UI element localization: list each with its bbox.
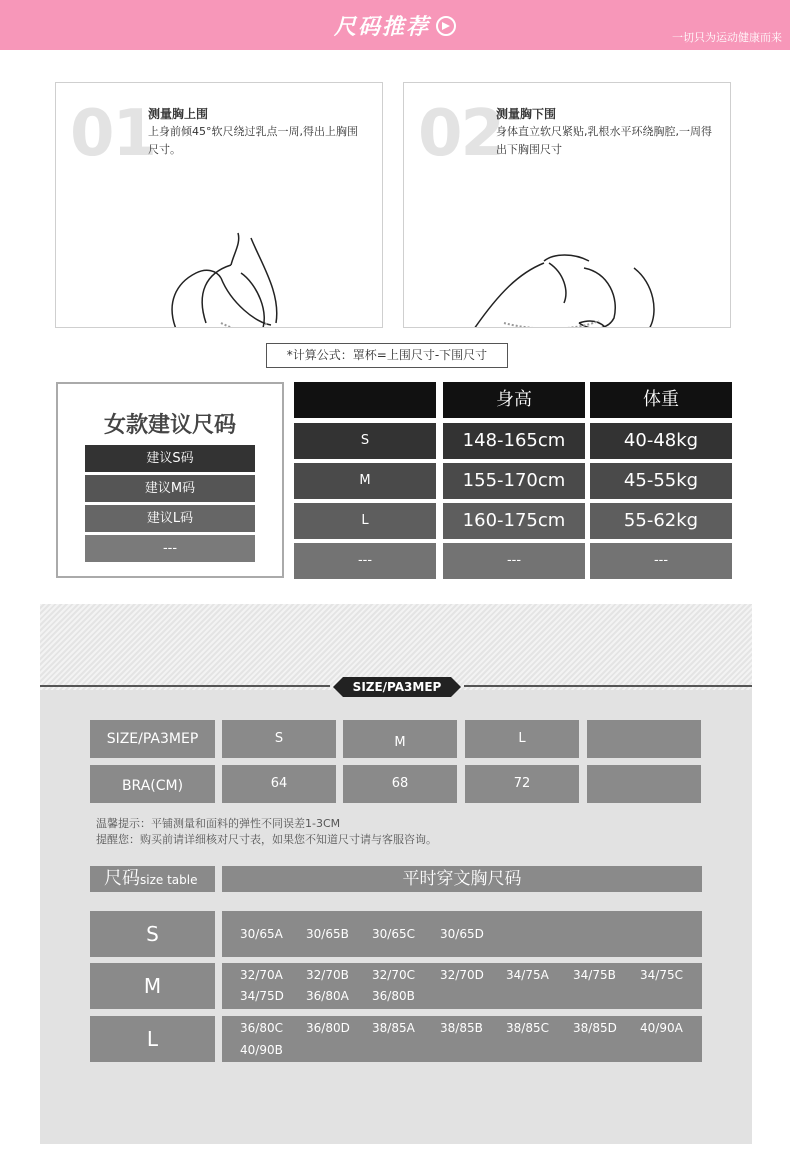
hw-height: --- (443, 543, 585, 579)
hw-size: S (294, 423, 436, 459)
size-table-label (90, 866, 215, 892)
size-table-codes (222, 963, 702, 1009)
recommend-item-l: 建议L码 (85, 505, 255, 532)
bra-code: 32/70C (372, 968, 415, 982)
step-description: 身体直立软尺紧贴,乳根水平环绕胸腔,一周得出下胸围尺寸 (496, 125, 712, 156)
bra-code: 32/70B (306, 968, 349, 982)
bra-code: 38/85C (506, 1021, 549, 1035)
step-description: 上身前倾45°软尺绕过乳点一周,得出上胸围尺寸。 (148, 125, 358, 156)
hw-header-weight: 体重 (590, 382, 732, 418)
recommend-title: 女款建议尺码 (103, 413, 236, 438)
hw-weight: 40-48kg (590, 423, 732, 459)
size-table-label-sub: size table (140, 873, 198, 887)
step-number: 02 (418, 97, 504, 171)
size-table-size: L (90, 1016, 215, 1062)
step-title: 测量胸上围 (148, 107, 209, 121)
tip-line: 提醒您：购买前请详细核对尺寸表，如果您不知道尺寸请与客服咨询。 (96, 833, 437, 846)
hw-height: 160-175cm (443, 503, 585, 539)
header-title: 尺码推荐 (0, 10, 790, 41)
divider-left (40, 685, 330, 687)
bra-code: 34/75B (573, 968, 616, 982)
header-slogan: 一切只为运动健康而来 (672, 31, 782, 44)
size-tag: SIZE/PA3MEP (343, 677, 451, 697)
size-cell: S (222, 720, 336, 758)
bra-code: 34/75C (640, 968, 683, 982)
hw-weight: 45-55kg (590, 463, 732, 499)
hw-weight: 55-62kg (590, 503, 732, 539)
size-table-size: M (90, 963, 215, 1009)
size-table-title: 平时穿文胸尺码 (222, 866, 702, 892)
hw-header-height: 身高 (443, 382, 585, 418)
recommend-item-m: 建议M码 (85, 475, 255, 502)
bra-row-header: BRA(CM) (90, 765, 215, 803)
size-table-codes (222, 911, 702, 957)
size-cell (587, 720, 701, 758)
bra-code: 30/65C (372, 927, 415, 941)
header-banner (0, 0, 790, 50)
divider-right (464, 685, 752, 687)
measure-step-upper (55, 82, 383, 328)
bra-code: 36/80A (306, 989, 349, 1003)
bra-code: 40/90B (240, 1043, 283, 1057)
hw-weight: --- (590, 543, 732, 579)
hw-height: 148-165cm (443, 423, 585, 459)
tip-line: 温馨提示：平铺测量和面料的弹性不同误差1-3CM (96, 817, 341, 830)
bra-code: 38/85A (372, 1021, 415, 1035)
hw-height: 155-170cm (443, 463, 585, 499)
recommend-item-placeholder: --- (85, 535, 255, 562)
bra-cell: 72 (465, 765, 579, 803)
hw-size: --- (294, 543, 436, 579)
recommend-box (56, 382, 284, 578)
recommend-item-s: 建议S码 (85, 445, 255, 472)
bra-code: 38/85D (573, 1021, 617, 1035)
bra-code: 32/70A (240, 968, 283, 982)
hw-size: L (294, 503, 436, 539)
bra-code: 30/65B (306, 927, 349, 941)
measure-step-under (403, 82, 731, 328)
hw-header-blank (294, 382, 436, 418)
bra-code: 30/65D (440, 927, 484, 941)
arrow-right-icon (436, 16, 456, 36)
bra-code: 30/65A (240, 927, 283, 941)
size-cell: L (465, 720, 579, 758)
bra-code: 36/80C (240, 1021, 283, 1035)
size-row-header: SIZE/PA3MEP (90, 720, 215, 758)
under-bust-illustration (404, 173, 731, 328)
size-table-codes (222, 1016, 702, 1062)
step-title: 测量胸下围 (496, 107, 557, 121)
cup-formula: *计算公式：罩杯=上围尺寸-下围尺寸 (266, 343, 508, 368)
bra-code: 32/70D (440, 968, 484, 982)
hw-size: M (294, 463, 436, 499)
tips (96, 816, 437, 848)
bra-code: 34/75D (240, 989, 284, 1003)
bra-code: 34/75A (506, 968, 549, 982)
bra-code: 36/80B (372, 989, 415, 1003)
step-number: 01 (70, 97, 156, 171)
bra-code: 40/90A (640, 1021, 683, 1035)
bra-cell: 64 (222, 765, 336, 803)
size-cell: M (343, 720, 457, 758)
size-table-size: S (90, 911, 215, 957)
bra-code: 36/80D (306, 1021, 350, 1035)
bra-cell (587, 765, 701, 803)
upper-bust-illustration (56, 173, 383, 328)
bra-code: 38/85B (440, 1021, 483, 1035)
bra-cell: 68 (343, 765, 457, 803)
size-table-label-main: 尺码 (104, 868, 140, 889)
